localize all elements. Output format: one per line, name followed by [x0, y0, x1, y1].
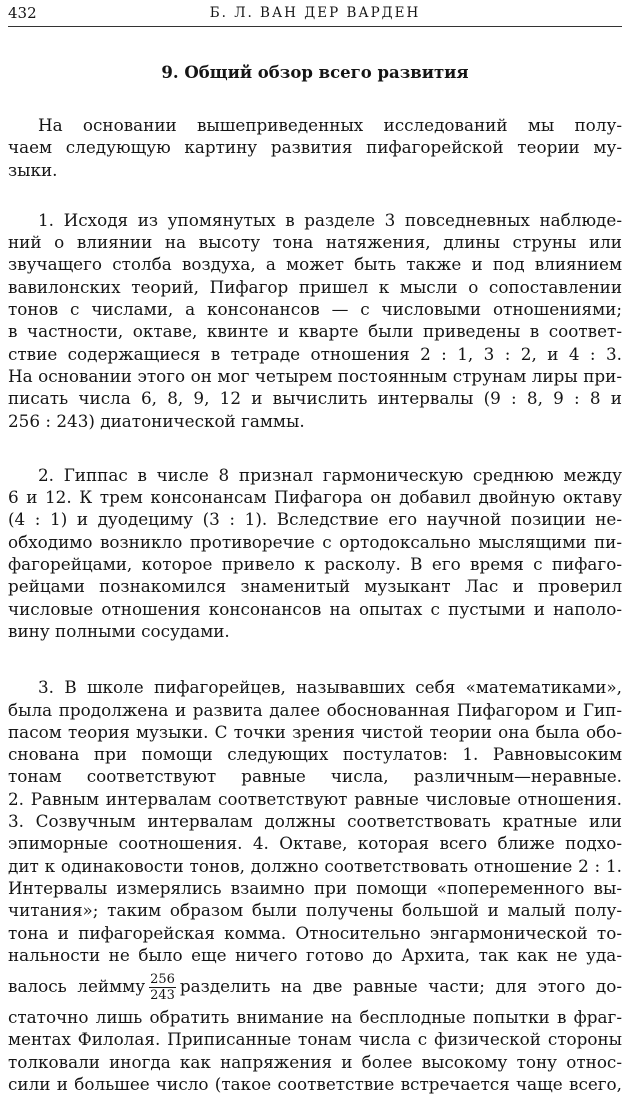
fraction-line — [8, 966, 622, 1006]
text-line: сили и большее число (такое соответствие встречается чаще всего, — [8, 1073, 622, 1094]
text-line: читания»; таким образом были получены большой и малый полу- — [8, 900, 622, 921]
text-line: дит к одинаковости тонов, должно соответствовать отношение 2 : 1. — [8, 855, 622, 876]
book-page — [8, 0, 622, 1094]
text-line: чаем следующую картину развития пифагорейской теории му- — [8, 137, 622, 158]
text-line: 2. Равным интервалам соответствуют равные числовые отношения. — [8, 788, 622, 809]
text-line: нальности не было еще ничего готово до Архита, так как не уда- — [8, 944, 622, 965]
text-line: На основании вышеприведенных исследований мы полу- — [38, 115, 622, 135]
text-line: обходимо возникло противоречие с ортодоксально мыслящими пи- — [8, 531, 622, 552]
text-line: числовые отношения консонансов на опытах с пустыми и наполо- — [8, 598, 622, 619]
text-line: 1. Исходя из упомянутых в разделе 3 повседневных наблюде- — [38, 209, 622, 230]
text-line: звучащего столба воздуха, а может быть также и под влиянием — [8, 254, 622, 275]
text-line: 256 : 243) диатонической гаммы. — [8, 410, 305, 431]
text-line: На основании этого он мог четырем постоянным струнам лиры при- — [8, 365, 622, 386]
text-line: зыки. — [8, 159, 58, 180]
text-line: фагорейцами, которое привело к расколу. В его время с пифаго- — [8, 554, 622, 575]
text-line: в частности, октаве, квинте и кварте были приведены в соответ- — [8, 321, 622, 342]
text-line: статочно лишь обратить внимание на бесплодные попытки в фраг- — [8, 1007, 622, 1028]
fraction-line-before: валось леймму — [8, 976, 146, 997]
text-line: пасом теория музыки. С точки зрения чистой теории она была обо- — [8, 721, 622, 742]
page-number: 432 — [8, 4, 37, 22]
text-line: снована при помощи следующих постулатов: 1. Равновысоким — [8, 744, 622, 765]
paragraph-intro — [8, 114, 622, 181]
text-line: вину полными сосудами. — [8, 620, 230, 641]
paragraph-1 — [8, 209, 622, 432]
text-line: тонов с числами, а консонансов — с числовыми отношениями; — [8, 299, 622, 320]
text-line: эпиморные соотношения. 4. Октаве, которая всего ближе подхо- — [8, 833, 622, 854]
fraction-numerator: 256 — [150, 972, 175, 988]
text-line: 3. В школе пифагорейцев, называвших себя «математиками», — [38, 677, 622, 698]
text-line: 2. Гиппас в числе 8 признал гармоническую среднюю между — [38, 464, 622, 485]
text-line: ний о влиянии на высоту тона натяжения, длины струны или — [8, 232, 622, 253]
fraction-line-after: разделить на две равные части; для этого до- — [179, 976, 622, 997]
text-line: 3. Созвучным интервалам должны соответствовать кратные или — [8, 811, 622, 832]
running-head: Б. Л. ВАН ДЕР ВАРДЕН — [209, 5, 421, 21]
text-line: рейцами познакомился знаменитый музыкант Лас и проверил — [8, 576, 622, 597]
text-line: Интервалы измерялись взаимно при помощи «попеременного вы- — [8, 877, 622, 898]
text-line: тона и пифагорейская комма. Относительно энгармонической то- — [8, 922, 622, 943]
paragraph-2 — [8, 464, 622, 642]
text-line: ментах Филолая. Приписанные тонам числа с физической стороны — [8, 1029, 622, 1050]
page-header — [8, 0, 622, 27]
text-line: ствие содержащиеся в тетраде отношения 2 : 1, 3 : 2, и 4 : 3. — [8, 343, 622, 364]
text-line: толковали иногда как напряжения и более высокому тону относ- — [8, 1051, 622, 1072]
fraction-256-243 — [149, 972, 176, 1003]
text-line: тонам соответствуют равные числа, различным—неравные. — [8, 766, 622, 787]
section-title: 9. Общий обзор всего развития — [161, 63, 469, 82]
paragraph-3 — [8, 676, 622, 1095]
text-line: вавилонских теорий, Пифагор пришел к мысли о сопоставлении — [8, 276, 622, 297]
text-line: была продолжена и развита далее обоснованная Пифагором и Гип- — [8, 699, 622, 720]
text-line: писать числа 6, 8, 9, 12 и вычислить интервалы (9 : 8, 9 : 8 и — [8, 388, 622, 409]
text-line: (4 : 1) и дуодециму (3 : 1). Вследствие его научной позиции не- — [8, 509, 622, 530]
fraction-denominator: 243 — [150, 988, 175, 1004]
text-line: 6 и 12. К трем консонансам Пифагора он добавил двойную октаву — [8, 487, 622, 508]
